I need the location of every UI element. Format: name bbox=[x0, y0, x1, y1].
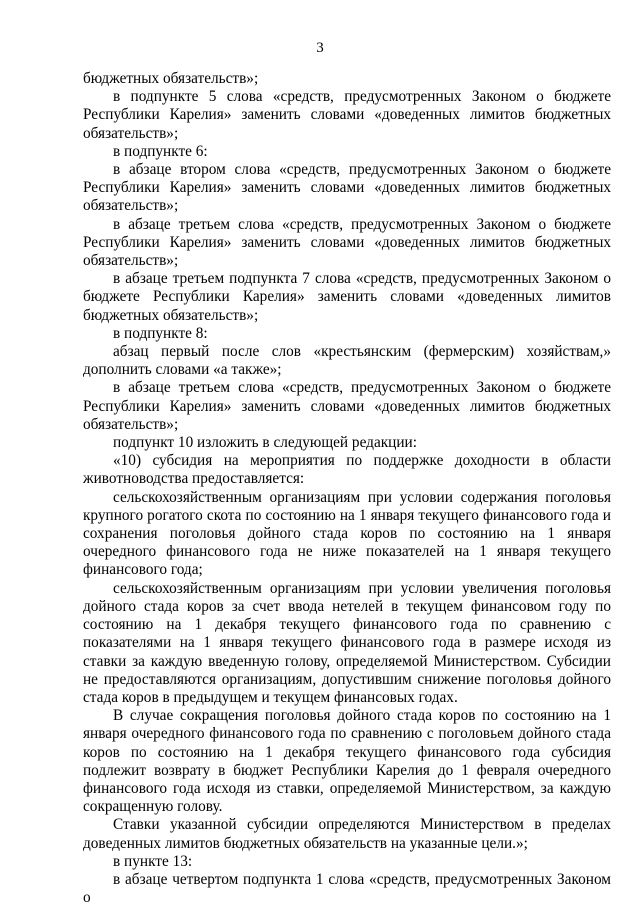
paragraph: Ставки указанной субсидии определяются Министерством в пределах доведенных лимитов бюджетных обязательств на указанные цели.»; bbox=[83, 816, 611, 852]
paragraph: в абзаце четвертом подпункта 1 слова «средств, предусмотренных Законом о bbox=[83, 870, 611, 907]
paragraph: «10) субсидия на мероприятия по поддержке доходности в области животноводства предоставляется: bbox=[83, 452, 611, 488]
paragraph: В случае сокращения поголовья дойного стада коров по состоянию на 1 января очередного финансового года по сравнению с поголовьем дойного стада коров по состоянию на 1 декабря текущего финансового года субсидия подлежит возврату в бюджет Республики Карелия до 1 февраля очередного финансового года исходя из ставки, определяемой Министерством, за каждую сокращенную голову. bbox=[83, 707, 611, 816]
paragraph: сельскохозяйственным организациям при условии увеличения поголовья дойного стада коров за счет ввода нетелей в текущем финансовом году по состоянию на 1 декабря текущего финансового года по сравнению с показателями на 1 января текущего финансового года в размере исходя из ставки за каждую введенную голову, определяемой Министерством. Субсидии не предоставляются организациям, допустившим снижение поголовья дойного стада коров в предыдущем и текущем финансовых годах. bbox=[83, 579, 611, 706]
paragraph: бюджетных обязательств»; bbox=[83, 70, 259, 87]
paragraph: подпункт 10 изложить в следующей редакции: bbox=[113, 434, 417, 452]
paragraph: в пункте 13: bbox=[113, 852, 193, 870]
page-number: 3 bbox=[316, 40, 324, 56]
paragraph: в абзаце втором слова «средств, предусмотренных Законом о бюджете Республики Карелия» заменить словами «доведенных лимитов бюджетных обязательств»; bbox=[83, 161, 611, 215]
paragraph: в подпункте 5 слова «средств, предусмотренных Законом о бюджете Республики Карелия» заменить словами «доведенных лимитов бюджетных обязательств»; bbox=[83, 88, 611, 142]
paragraph: в абзаце третьем слова «средств, предусмотренных Законом о бюджете Республики Карелия» заменить словами «доведенных лимитов бюджетных обязательств»; bbox=[83, 379, 611, 433]
paragraph: в абзаце третьем подпункта 7 слова «средств, предусмотренных Законом о бюджете Республики Карелия» заменить словами «доведенных лимитов бюджетных обязательств»; bbox=[83, 270, 611, 324]
paragraph: сельскохозяйственным организациям при условии содержания поголовья крупного рогатого скота по состоянию на 1 января текущего финансового года и сохранения поголовья дойного стада коров по состоянию на 1 января очередного финансового года не ниже показателей на 1 января текущего финансового года; bbox=[83, 488, 611, 579]
paragraph: в подпункте 8: bbox=[113, 324, 208, 342]
document-body bbox=[83, 70, 611, 907]
paragraph: абзац первый после слов «крестьянским (фермерским) хозяйствам,» дополнить словами «а также»; bbox=[83, 343, 611, 379]
paragraph: в абзаце третьем слова «средств, предусмотренных Законом о бюджете Республики Карелия» заменить словами «доведенных лимитов бюджетных обязательств»; bbox=[83, 215, 611, 270]
paragraph: в подпункте 6: bbox=[113, 142, 208, 160]
